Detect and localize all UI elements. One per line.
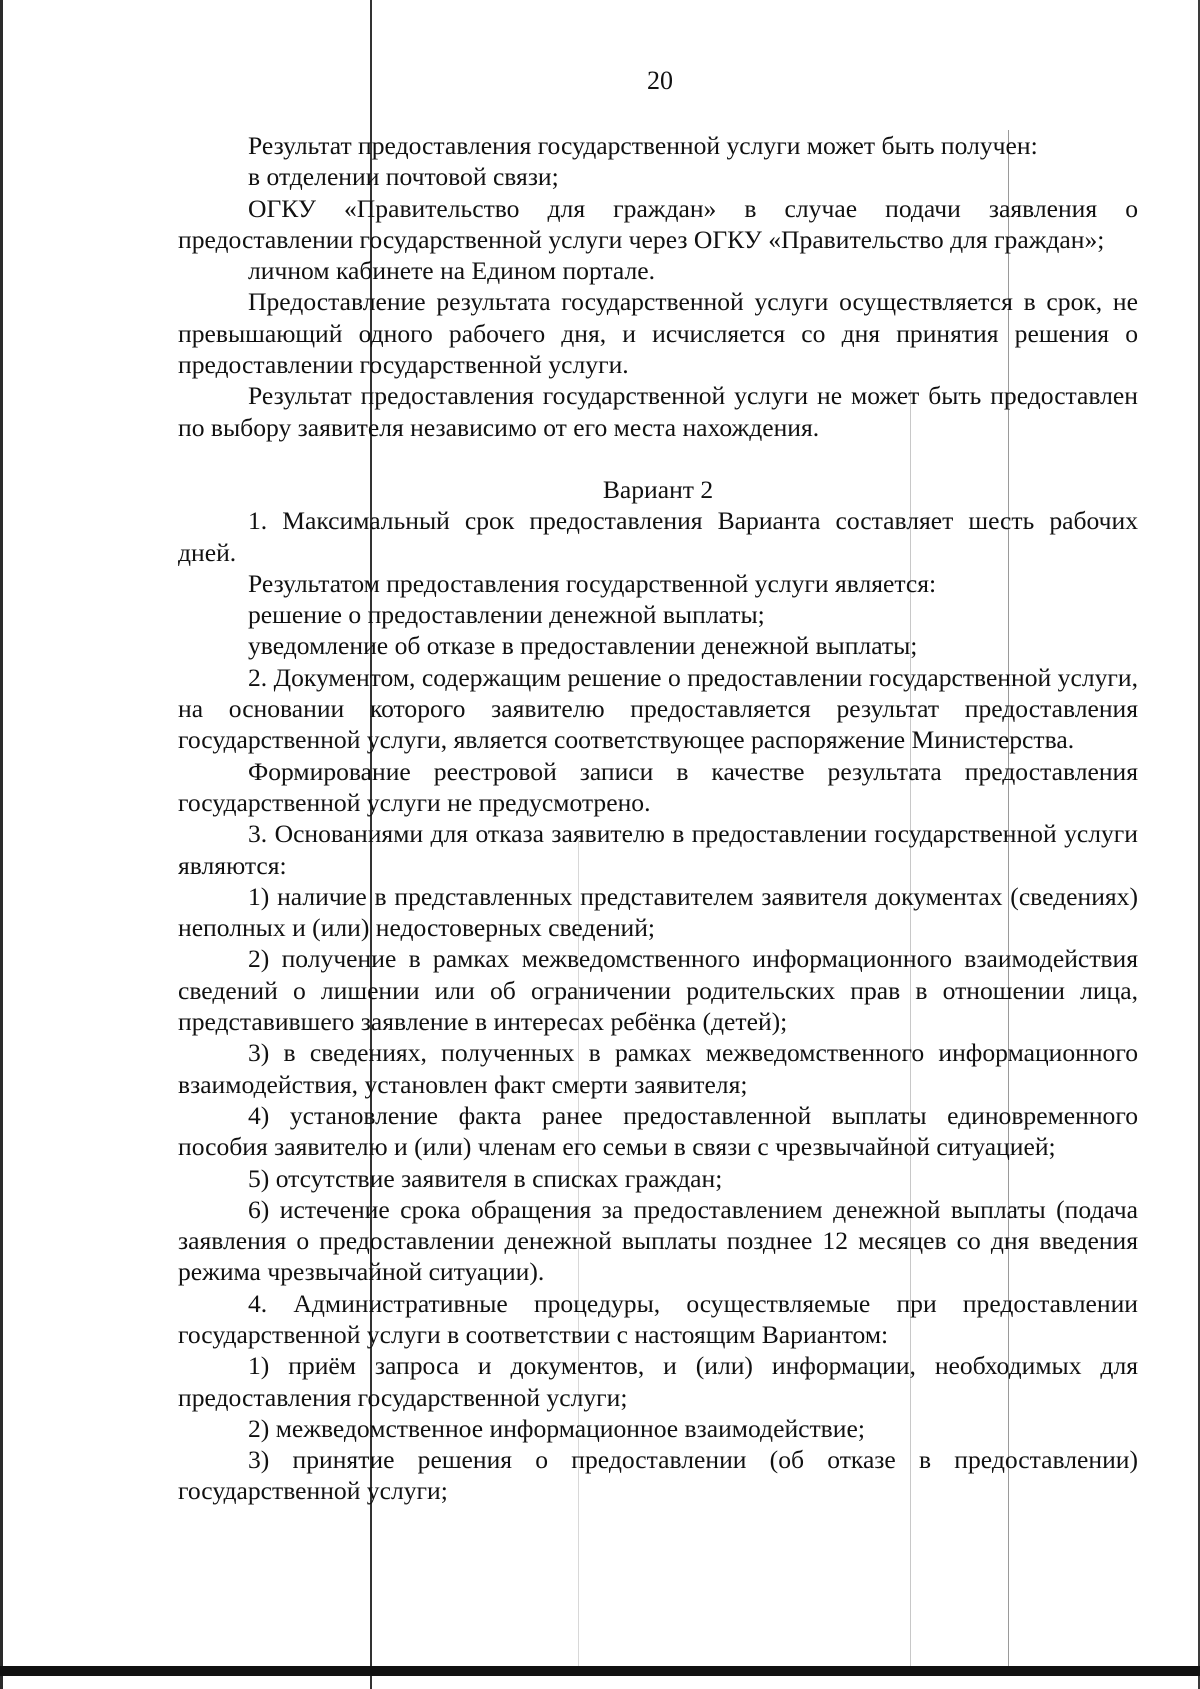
paragraph: 2. Документом, содержащим решение о предоставлении государственной услуги, на основании которого заявителю предоставляется результат предоставления государственной услуги, является соответствующее распоряжение Министерства. [178, 662, 1138, 755]
document-body [178, 130, 1138, 1507]
list-item: 2) получение в рамках межведомственного информационного взаимодействия сведений о лишении или об ограничении родительских прав в отношении лица, представившего заявление в интересах ребёнка (детей); [178, 944, 1138, 1037]
paragraph: Предоставление результата государственной услуги осуществляется в срок, не превышающий одного рабочего дня, и исчисляется со дня принятия решения о предоставлении государственной услуги. [178, 287, 1138, 380]
list-item: 2) межведомственное информационное взаимодействие; [248, 1413, 865, 1443]
scan-bottom-edge [0, 1666, 1200, 1676]
paragraph: ОГКУ «Правительство для граждан» в случае подачи заявления о предоставлении государственной услуги через ОГКУ «Правительство для граждан»; [178, 193, 1138, 254]
page-number: 20 [647, 66, 673, 95]
paragraph: решение о предоставлении денежной выплаты; [248, 600, 765, 630]
section-heading: Вариант 2 [602, 474, 714, 504]
paragraph: Формирование реестровой записи в качестве результата предоставления государственной услуги не предусмотрено. [178, 756, 1138, 817]
paragraph: личном кабинете на Едином портале. [248, 256, 656, 286]
paragraph: Результат предоставления государственной услуги не может быть предоставлен по выбору заявителя независимо от его места нахождения. [178, 381, 1138, 442]
paragraph: Результат предоставления государственной услуги может быть получен: [248, 131, 1038, 160]
list-item: 4) установление факта ранее предоставленной выплаты единовременного пособия заявителю и (или) членам его семьи в связи с чрезвычайной ситуацией; [178, 1100, 1138, 1162]
paragraph: уведомление об отказе в предоставлении денежной выплаты; [248, 631, 918, 661]
paragraph: 4. Административные процедуры, осуществляемые при предоставлении государственной услуги в соответствии с настоящим Вариантом: [178, 1288, 1138, 1349]
paragraph: Результатом предоставления государственной услуги является: [248, 568, 937, 598]
list-item: 5) отсутствие заявителя в списках граждан; [248, 1163, 723, 1193]
list-item: 3) в сведениях, полученных в рамках межведомственного информационного взаимодействия, установлен факт смерти заявителя; [178, 1038, 1138, 1099]
list-item: 1) наличие в представленных представителем заявителя документах (сведениях) неполных и (или) недостоверных сведений; [178, 881, 1138, 943]
list-item: 3) принятие решения о предоставлении (об отказе в предоставлении) государственной услуги; [178, 1445, 1138, 1506]
paragraph: в отделении почтовой связи; [248, 162, 559, 192]
paragraph: 3. Основаниями для отказа заявителю в предоставлении государственной услуги являются: [178, 819, 1138, 880]
scan-left-edge [0, 0, 3, 1689]
list-item: 1) приём запроса и документов, и (или) информации, необходимых для предоставления государственной услуги; [178, 1351, 1138, 1412]
paragraph: 1. Максимальный срок предоставления Варианта составляет шесть рабочих дней. [178, 506, 1138, 567]
list-item: 6) истечение срока обращения за предоставлением денежной выплаты (подача заявления о предоставлении денежной выплаты позднее 12 месяцев со дня введения режима чрезвычайной ситуации). [178, 1194, 1138, 1287]
